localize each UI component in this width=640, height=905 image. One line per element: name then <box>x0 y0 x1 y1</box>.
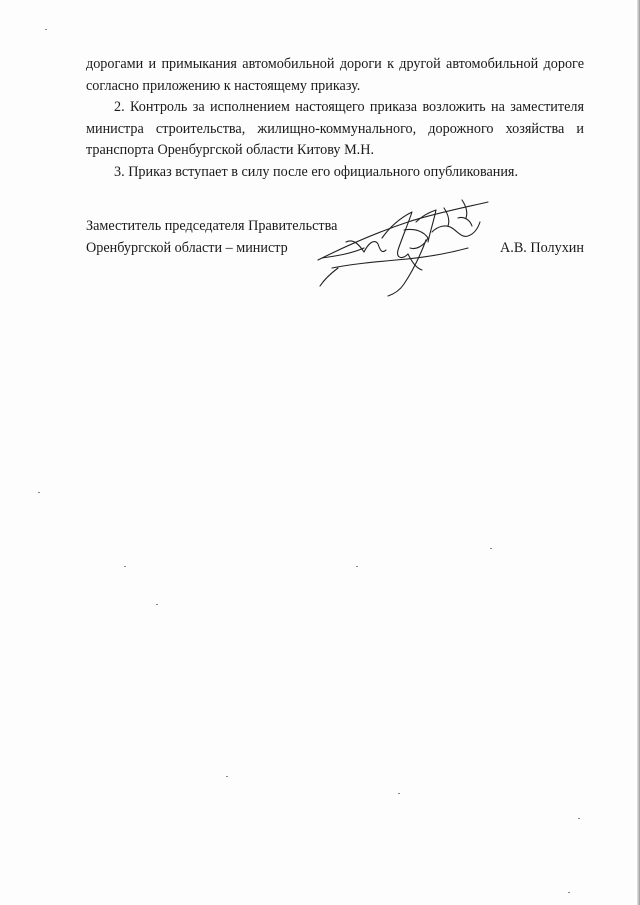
scan-artifact <box>578 818 580 819</box>
signatory-position-line-1: Заместитель председателя Правительства <box>86 218 338 234</box>
signatory-position-line-2: Оренбургской области – министр <box>86 239 288 256</box>
scan-artifact <box>124 566 126 567</box>
scan-artifact <box>226 776 228 777</box>
scan-artifact <box>356 566 358 567</box>
scan-artifact <box>490 548 492 549</box>
signatory-name: А.В. Полухин <box>500 239 584 256</box>
paragraph-item-3: 3. Приказ вступает в силу после его официального опубликования. <box>114 163 519 180</box>
scan-artifact <box>568 892 570 893</box>
scan-artifact <box>398 793 400 794</box>
scan-artifact <box>45 29 47 30</box>
scan-artifact <box>156 604 158 605</box>
paragraph-item-2: 2. Контроль за исполнением настоящего приказа возложить на заместителя министра строительства, жилищно-коммунального, дорожного хозяйства и транспорта Оренбургской области Китову М.Н. <box>86 99 584 158</box>
handwritten-signature <box>312 198 502 298</box>
document-body <box>86 54 584 183</box>
paragraph-continuation: дорогами и примыкания автомобильной дороги к другой автомобильной дороге согласно приложению к настоящему приказу. <box>86 56 584 94</box>
scan-artifact <box>38 492 40 493</box>
